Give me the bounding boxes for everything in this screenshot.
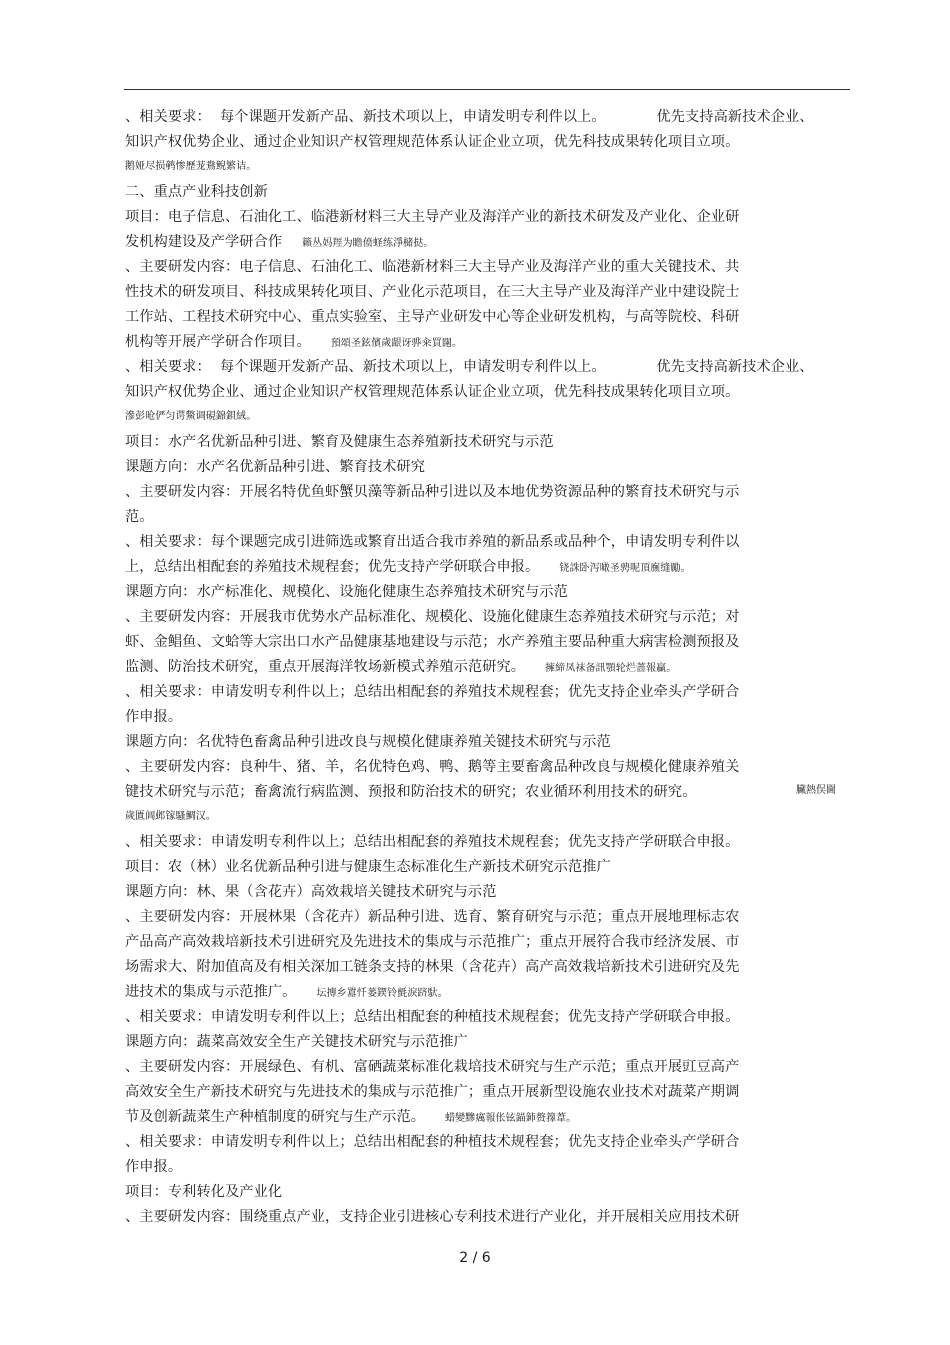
text-line (125, 583, 568, 601)
text-line (125, 408, 256, 426)
text-line (125, 858, 611, 876)
line-text: 鹅娅尽损鹌惨歷茏鴦鲵繁诘。 (125, 161, 257, 172)
line-text: 滲彭呛俨匀谔鱉调硯錦鋇絨。 (125, 411, 257, 422)
line-text: 课题方向：水产名优新品种引进、繁育技术研究 (125, 459, 426, 475)
page-number: 2 / 6 (459, 1250, 491, 1266)
line-text: 项目：农（林）业名优新品种引进与健康生态标准化生产新技术研究示范推广 (125, 859, 611, 875)
text-line (125, 1208, 739, 1226)
text-line (125, 458, 425, 476)
text-line (125, 358, 814, 376)
line-text: 高效安全生产新技术研究与先进技术的集成与示范推广；重点开展新型设施农业技术对蔬菜产期调 (125, 1084, 740, 1100)
line-text: 键技术研究与示范；畜禽流行病监测、预报和防治技术的研究；农业循环利用技术的研究。 (125, 784, 697, 800)
text-line (125, 1058, 739, 1076)
line-text: 歲匱阊邺镓騷鯛汉。 (125, 811, 216, 822)
text-line (125, 508, 154, 526)
line-text: 产品高产高效栽培新技术引进研究及先进技术的集成与示范推广；重点开展符合我市经济发展、市 (125, 934, 740, 950)
line-text: 、相关要求： 每个课题开发新产品、新技术项以上，申请发明专利件以上。 优先支持高新技术企业、 (125, 109, 814, 125)
text-line (125, 333, 462, 353)
line-text: 知识产权优势企业、通过企业知识产权管理规范体系认证企业立项，优先科技成果转化项目立项。 (125, 134, 740, 150)
text-line (125, 283, 739, 301)
header-rule (124, 89, 850, 90)
inline-note: 坛摶乡囂忏蒌鍥铃氈淚跻馱。 (316, 988, 448, 999)
line-text: 、相关要求： 每个课题开发新产品、新技术项以上，申请发明专利件以上。 优先支持高新技术企业、 (125, 359, 814, 375)
text-line (125, 933, 739, 951)
inline-note: 籟丛妈羥为瞻偾蛏练淨槠挞。 (302, 238, 434, 249)
text-line (125, 708, 182, 726)
text-line (125, 558, 691, 578)
text-line (125, 258, 739, 276)
line-text: 工作站、工程技术研究中心、重点实验室、主导产业研发中心等企业研发机构，与高等院校、科研 (125, 309, 740, 325)
text-line (125, 208, 739, 226)
line-text: 场需求大、附加值高及有相关深加工链条支持的林果（含花卉）高产高效栽培新技术引进研究及先 (125, 959, 740, 975)
line-text: 进技术的集成与示范推广。 (125, 984, 297, 1000)
line-text: 知识产权优势企业、通过企业知识产权管理规范体系认证企业立项，优先科技成果转化项目立项。 (125, 384, 740, 400)
text-line (125, 308, 739, 326)
line-text: 虾、金鲳鱼、文蛤等大宗出口水产品健康基地建设与示范；水产养殖主要品种重大病害检测预报及 (125, 634, 740, 650)
text-line (125, 1083, 739, 1101)
text-line (125, 483, 739, 501)
text-line (125, 1008, 739, 1026)
line-text: 、相关要求：每个课题完成引进筛选或繁育出适合我市养殖的新品系或品种个，申请发明专利件以 (125, 534, 740, 550)
line-text: 、相关要求：申请发明专利件以上；总结出相配套的养殖技术规程套；优先支持企业牵头产学研合 (125, 684, 740, 700)
line-text: 、主要研发内容：开展名特优鱼虾蟹贝藻等新品种引进以及本地优势资源品种的繁育技术研究与示 (125, 484, 740, 500)
line-text: 、主要研发内容：电子信息、石油化工、临港新材料三大主导产业及海洋产业的重大关键技术、共 (125, 259, 740, 275)
text-line (125, 683, 739, 701)
line-text: 课题方向：水产标准化、规模化、设施化健康生态养殖技术研究与示范 (125, 584, 568, 600)
text-line (125, 1108, 576, 1128)
line-text: 、主要研发内容：开展我市优势水产品标准化、规模化、设施化健康生态养殖技术研究与示范；对 (125, 609, 740, 625)
line-text: 、主要研发内容：围绕重点产业，支持企业引进核心专利技术进行产业化，并开展相关应用技术研 (125, 1209, 740, 1225)
text-line (125, 1033, 468, 1051)
text-line (125, 783, 697, 801)
text-line (125, 958, 739, 976)
text-line (125, 108, 814, 126)
line-text: 、相关要求：申请发明专利件以上；总结出相配套的种植技术规程套；优先支持产学研联合申报。 (125, 1009, 740, 1025)
text-line (125, 1183, 282, 1201)
inline-note: 預頌圣鉉儐歲龈讶骅籴買闥。 (330, 338, 463, 349)
text-line (125, 658, 676, 678)
margin-note: 臟熱俣閫 (796, 785, 836, 796)
line-text: 、主要研发内容：良种牛、猪、羊，名优特色鸡、鸭、鹅等主要畜禽品种改良与规模化健康养殖关 (125, 759, 740, 775)
line-text: 发机构建设及产学研合作 (125, 234, 283, 250)
line-text: 监测、防治技术研究，重点开展海洋牧场新模式养殖示范研究。 (125, 659, 526, 675)
text-line (125, 183, 268, 201)
text-line (125, 133, 739, 151)
line-text: 二、重点产业科技创新 (125, 184, 268, 200)
line-text: 范。 (125, 509, 154, 525)
inline-note: 擁締凤袜备訊顎轮烂蔷報贏。 (545, 663, 677, 674)
inline-note: 蜡變黲癘報伥铉錨鈰赘籜葦。 (445, 1113, 577, 1124)
line-text: 机构等开展产学研合作项目。 (125, 334, 311, 350)
line-text: 作申报。 (125, 1159, 183, 1175)
line-text: 、主要研发内容：开展绿色、有机、富硒蔬菜标准化栽培技术研究与生产示范；重点开展豇豆高产 (125, 1059, 740, 1075)
line-text: 课题方向：林、果（含花卉）高效栽培关键技术研究与示范 (125, 884, 497, 900)
text-line (125, 383, 739, 401)
text-line (125, 1133, 739, 1151)
line-text: 作申报。 (125, 709, 183, 725)
text-line (125, 808, 216, 826)
text-line (125, 433, 554, 451)
text-line (125, 233, 433, 253)
line-text: 上，总结出相配套的养殖技术规程套；优先支持产学研联合申报。 (125, 559, 540, 575)
text-line (125, 1158, 182, 1176)
line-text: 课题方向：名优特色畜禽品种引进改良与规模化健康养殖关键技术研究与示范 (125, 734, 611, 750)
line-text: 性技术的研发项目、科技成果转化项目、产业化示范项目，在三大主导产业及海洋产业中建设院士 (125, 284, 740, 300)
line-text: 、相关要求：申请发明专利件以上；总结出相配套的养殖技术规程套；优先支持产学研联合申报。 (125, 834, 740, 850)
line-text: 项目：专利转化及产业化 (125, 1184, 283, 1200)
text-line (125, 983, 448, 1003)
inline-note: 铙誅卧泻噉圣骋呢頂廡缝勵。 (559, 563, 691, 574)
text-line (125, 608, 739, 626)
line-text: 项目：电子信息、石油化工、临港新材料三大主导产业及海洋产业的新技术研发及产业化、企业研 (125, 209, 740, 225)
line-text: 、相关要求：申请发明专利件以上；总结出相配套的种植技术规程套；优先支持企业牵头产学研合 (125, 1134, 740, 1150)
text-line (125, 633, 739, 651)
text-line (125, 833, 739, 851)
text-line (125, 908, 739, 926)
line-text: 项目：水产名优新品种引进、繁育及健康生态养殖新技术研究与示范 (125, 434, 554, 450)
line-text: 课题方向：蔬菜高效安全生产关键技术研究与示范推广 (125, 1034, 468, 1050)
text-line (125, 883, 496, 901)
text-line (125, 758, 739, 776)
text-line (125, 733, 611, 751)
text-line (125, 533, 739, 551)
line-text: 节及创新蔬菜生产种植制度的研究与生产示范。 (125, 1109, 426, 1125)
text-line (125, 158, 256, 176)
line-text: 、主要研发内容：开展林果（含花卉）新品种引进、选育、繁育研究与示范；重点开展地理标志农 (125, 909, 740, 925)
